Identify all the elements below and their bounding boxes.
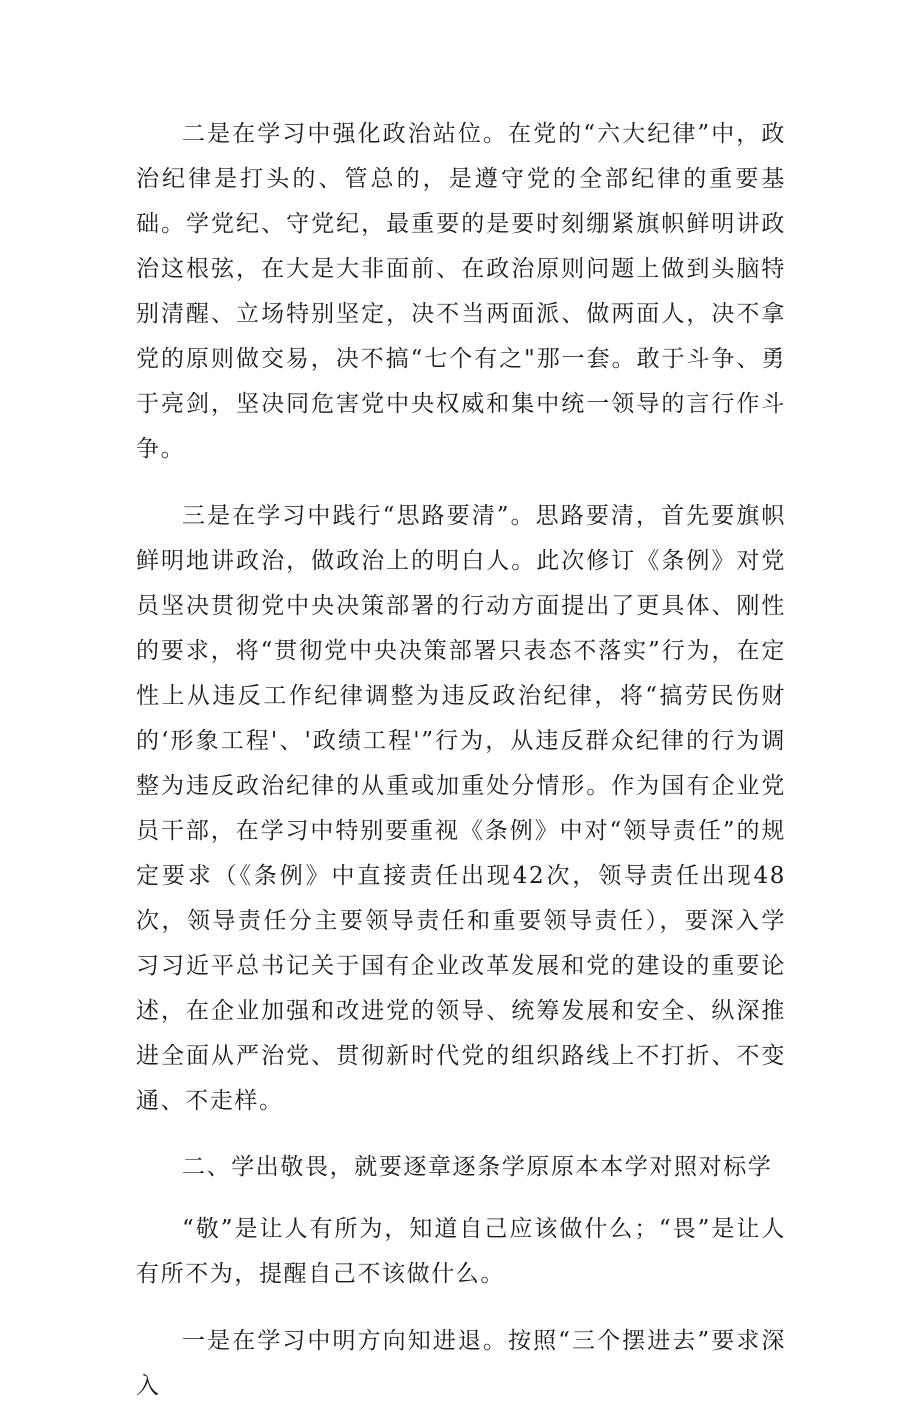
paragraph-direction: 一是在学习中明方向知进退。按照“三个摆进去”要求深入 <box>136 1328 786 1399</box>
paragraph-political-stance: 二是在学习中强化政治站位。在党的“六大纪律”中，政治纪律是打头的、管总的，是遵守党的全部纪律的重要基础。学党纪、守党纪，最重要的是要时刻绷紧旗帜鲜明讲政治这根弦，在大是大非面前、在政治原则问题上做到头脑特别清醒、立场特别坚定，决不当两面派、做两面人，决不拿党的原则做交易，决不搞“七个有之"那一套。敢于斗争、勇于亮剑，坚决同危害党中央权威和集中统一领导的言行作斗争。 <box>136 121 786 462</box>
section-heading: 二、学出敬畏，就要逐章逐条学原原本本学对照对标学 <box>182 1154 773 1180</box>
paragraph-respect-and-awe: “敬”是让人有所为，知道自己应该做什么；“畏”是让人有所不为，提醒自己不该做什么。 <box>136 1216 786 1287</box>
document-body <box>136 112 786 1409</box>
paragraph-clear-thinking: 三是在学习中践行“思路要清”。思路要清，首先要旗帜鲜明地讲政治，做政治上的明白人。此次修订《条例》对党员坚决贯彻党中央决策部署的行动方面提出了更具体、刚性的要求，将“贯彻党中央决策部署只表态不落实”行为，在定性上从违反工作纪律调整为违反政治纪律，将“搞劳民伤财的‘形象工程'、'政绩工程'”行为，从违反群众纪律的行为调整为违反政治纪律的从重或加重处分情形。作为国有企业党员干部，在学习中特别要重视《条例》中对“领导责任”的规定要求（《条例》中直接责任出现42次，领导责任出现48次，领导责任分主要领导责任和重要领导责任），要深入学习习近平总书记关于国有企业改革发展和党的建设的重要论述，在企业加强和改进党的领导、统筹发展和安全、纵深推进全面从严治党、贯彻新时代党的组织路线上不打折、不变通、不走样。 <box>136 503 786 1114</box>
